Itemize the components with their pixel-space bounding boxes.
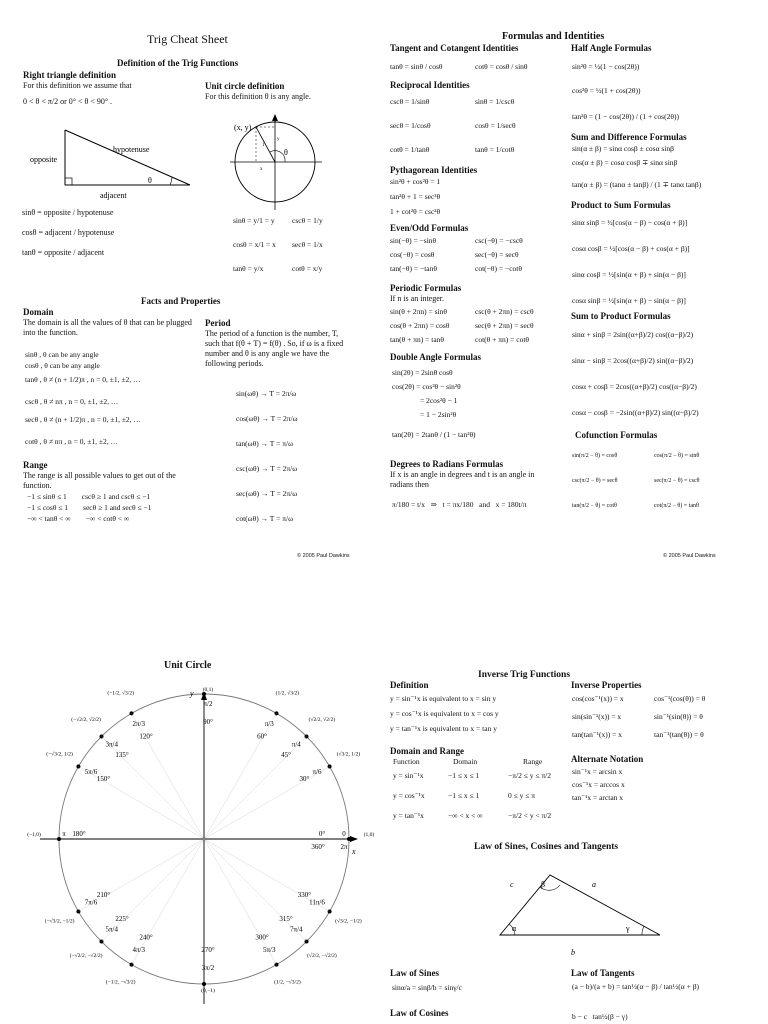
coordinate-label: (−1,0): [27, 832, 41, 838]
product-sum-heading: Product to Sum Formulas: [571, 200, 671, 210]
formula: tanθ = sinθ / cosθ: [390, 62, 443, 71]
degree-label: 210°: [96, 891, 111, 899]
table-cell: −1 ≤ x ≤ 1: [448, 771, 480, 780]
formula: cos(−θ) = cosθ: [390, 250, 435, 259]
formula: sec(θ + 2πn) = secθ: [475, 321, 534, 330]
formula: (a − b)/(a + b) = tan½(α − β) / tan½(α + β): [572, 982, 700, 991]
axis-label-y: y: [190, 689, 194, 698]
periodic-formulas: [390, 307, 534, 349]
unit-circle-ray: [204, 767, 330, 840]
unit-circle-point: [347, 837, 351, 841]
formula: sin²θ = ½(1 − cos(2θ)): [572, 62, 640, 71]
law-of-sines: sinα/a = sinβ/b = sinγ/c: [392, 983, 462, 992]
range-item: −1 ≤ sinθ ≤ 1 cscθ ≥ 1 and cscθ ≤ −1: [27, 492, 151, 501]
coordinate-label: (√2/2, −√2/2): [307, 952, 337, 959]
product-sum-formulas: [572, 218, 690, 316]
triangle-label-theta: θ: [148, 176, 152, 185]
unit-circle-text: For this definition θ is any angle.: [205, 92, 311, 101]
radian-label: π: [62, 830, 66, 838]
triangle-label-adjacent: adjacent: [100, 191, 127, 200]
uc-def-tan: tanθ = y/x: [233, 264, 264, 273]
unit-circle-heading: Unit circle definition: [205, 81, 285, 91]
formula: tan(θ + πn) = tanθ: [390, 335, 445, 344]
coordinate-label: (−√2/2, √2/2): [71, 717, 101, 724]
formula: tan(−θ) = −tanθ: [390, 264, 437, 273]
formula: tan(2θ) = 2tanθ / (1 − tan²θ): [392, 430, 476, 439]
domain-item: cscθ , θ ≠ nπ , n = 0, ±1, ±2, …: [25, 397, 119, 406]
coordinate-label: (0,1): [202, 687, 214, 693]
domain-range-table: [393, 757, 551, 831]
radian-label: π/6: [312, 767, 322, 776]
reciprocal-heading: Reciprocal Identities: [390, 80, 470, 90]
degree-label: 45°: [281, 750, 291, 759]
alternate-notation-heading: Alternate Notation: [571, 754, 644, 764]
triangle-label-opposite: opposite: [30, 155, 58, 164]
formula: sin⁻¹(sin(θ)) = θ: [654, 712, 703, 721]
coordinate-label: (1/2, √3/2): [275, 690, 300, 697]
range-item: −∞ < tanθ < ∞ −∞ < cotθ < ∞: [27, 514, 130, 523]
formula: cotθ = cosθ / sinθ: [475, 62, 528, 71]
domain-item: secθ , θ ≠ (n + 1/2)π , n = 0, ±1, ±2, …: [25, 415, 141, 424]
rt-def-sin: sinθ = opposite / hypotenuse: [22, 208, 114, 217]
formula: cot(−θ) = −cotθ: [475, 264, 522, 273]
pythagorean-heading: Pythagorean Identities: [390, 165, 478, 175]
formula: sinα cosβ = ½[sin(α + β) + sin(α − β)]: [572, 270, 686, 279]
deg-rad-formula: π/180 = t/x ⇒ t = πx/180 and x = 180t/π: [392, 500, 527, 509]
triangle-label-a: a: [592, 880, 596, 889]
domain-item: sinθ , θ can be any angle: [25, 350, 99, 359]
range-item: −1 ≤ cosθ ≤ 1 secθ ≥ 1 and secθ ≤ −1: [27, 503, 152, 512]
formula: sinα sinβ = ½[cos(α − β) − cos(α + β)]: [572, 218, 688, 227]
cofunction-heading: Cofunction Formulas: [575, 430, 658, 440]
degree-label: 330°: [297, 891, 312, 899]
formula: sin²θ + cos²θ = 1: [390, 177, 441, 186]
triangle-label-gamma: γ: [626, 924, 630, 933]
unit-circle-ray: [204, 736, 307, 839]
period-item: cos(ωθ) → T = 2π/ω: [236, 414, 298, 423]
coordinate-label: (√3/2, −1/2): [335, 918, 362, 925]
table-cell: 0 ≤ y ≤ π: [508, 791, 536, 800]
circle-label-theta: θ: [284, 148, 288, 157]
axis-label-x: x: [352, 847, 356, 856]
formula: sin(2θ) = 2sinθ cosθ: [392, 368, 453, 377]
radian-label: π/2: [203, 700, 213, 708]
domain-text: The domain is all the values of θ that can be plugged into the function.: [23, 318, 192, 337]
triangle-label-alpha: α: [512, 924, 517, 933]
right-triangle-figure: [20, 120, 200, 200]
coordinate-label: (0,−1): [201, 988, 215, 994]
period-item: sin(ωθ) → T = 2π/ω: [236, 389, 297, 398]
formula: tan(tan⁻¹(x)) = x: [572, 730, 623, 739]
formula: csc(−θ) = −cscθ: [475, 236, 523, 245]
inverse-properties-heading: Inverse Properties: [571, 680, 642, 690]
coordinate-label: (1/2, −√3/2): [274, 979, 301, 986]
inverse-properties: [572, 694, 705, 748]
range-text: The range is all possible values to get out of the function.: [23, 471, 176, 490]
unit-circle-recips: [292, 216, 323, 288]
degree-label: 90°: [203, 718, 213, 726]
period-item: sec(ωθ) → T = 2π/ω: [236, 489, 298, 498]
formula: sinθ = 1/cscθ: [475, 97, 515, 106]
half-angle-heading: Half Angle Formulas: [571, 43, 652, 53]
coordinate-label: (−1/2, −√3/2): [105, 979, 136, 986]
even-odd-formulas: [390, 236, 523, 278]
periodic-note: If n is an integer.: [390, 294, 444, 303]
formula: sec(π/2 − θ) = cscθ: [654, 478, 700, 484]
unit-circle-point: [57, 837, 61, 841]
formula: tan²θ = (1 − cos(2θ)) / (1 + cos(2θ)): [572, 112, 679, 121]
sum-product-formulas: [572, 330, 699, 428]
half-angle-formulas: [572, 62, 679, 136]
degree-label: 180°: [72, 830, 86, 838]
coordinate-label: (√2/2, √2/2): [308, 717, 336, 724]
period-item: tan(ωθ) → T = π/ω: [236, 439, 294, 448]
degree-label: 150°: [96, 775, 111, 783]
coordinate-label: (−√2/2, −√2/2): [69, 952, 103, 959]
period-list: [236, 389, 298, 539]
table-cell: −∞ < x < ∞: [448, 811, 483, 820]
formula: sin(−θ) = −sinθ: [390, 236, 437, 245]
radian-label: 2π/3: [132, 719, 145, 728]
domain-list: [25, 350, 141, 451]
formula: csc(π/2 − θ) = secθ: [572, 478, 618, 484]
right-triangle-heading: Right triangle definition: [23, 70, 117, 80]
coordinate-label: (√3/2, 1/2): [336, 751, 361, 758]
formula: sin(sin⁻¹(x)) = x: [572, 712, 622, 721]
radian-label: 3π/2: [201, 964, 215, 972]
radian-label: 7π/6: [84, 898, 98, 907]
definition-heading: Definition: [390, 680, 429, 690]
formula: cosα − cosβ = −2sin((α+β)/2) sin((α−β)/2): [572, 408, 699, 417]
radian-label: 0: [342, 830, 346, 838]
inverse-definitions: [390, 694, 499, 739]
formula: cosα + cosβ = 2cos((α+β)/2) cos((α−β)/2): [572, 382, 697, 391]
period-item: cot(ωθ) → T = π/ω: [236, 514, 294, 523]
formula: cot(π/2 − θ) = tanθ: [654, 503, 699, 509]
formula: sin(α ± β) = sinα cosβ ± cosα sinβ: [572, 144, 674, 153]
sum-product-heading: Sum to Product Formulas: [571, 311, 671, 321]
formula: b − c tan½(β − γ): [572, 1012, 628, 1021]
unit-circle-figure: [228, 110, 328, 220]
triangle-label-b: b: [571, 948, 575, 957]
right-triangle-text: For this definition we assume that: [23, 81, 132, 90]
formula: sin(θ + 2πn) = sinθ: [390, 307, 447, 316]
coordinate-label: (−√3/2, 1/2): [46, 751, 73, 758]
radian-label: π/3: [264, 719, 274, 728]
table-cell: y = sin⁻¹x: [393, 771, 424, 780]
formula: secθ = 1/cosθ: [390, 121, 431, 130]
formula: sec(−θ) = secθ: [475, 250, 519, 259]
degree-label: 300°: [255, 933, 269, 942]
radian-label: 5π/4: [105, 925, 118, 934]
unit-circle-diagram: [27, 684, 375, 1020]
page-title: Unit Circle: [164, 660, 212, 671]
domain-item: cosθ , θ can be any angle: [25, 361, 100, 370]
uc-def-cot: cotθ = x/y: [292, 264, 323, 273]
uc-def-sec: secθ = 1/x: [292, 240, 323, 249]
radian-label: 5π/6: [84, 767, 98, 776]
law-of-sines-heading: Law of Sines: [390, 968, 440, 978]
copyright: © 2005 Paul Dawkins: [297, 553, 350, 559]
column-header: Range: [523, 757, 543, 766]
formula: cos²θ = ½(1 + cos(2θ)): [572, 86, 641, 95]
formula: tan(α ± β) = (tanα ± tanβ) / (1 ∓ tanα tanβ): [572, 180, 702, 189]
formula: cscθ = 1/sinθ: [390, 97, 430, 106]
section-title-definition: Definition of the Trig Functions: [117, 58, 239, 68]
formula: cos(θ + 2πn) = cosθ: [390, 321, 450, 330]
formula: tanθ = 1/cotθ: [475, 145, 515, 154]
table-cell: y = cos⁻¹x: [393, 791, 425, 800]
formula: csc(θ + 2πn) = cscθ: [475, 307, 534, 316]
pythagorean-identities: [390, 177, 440, 222]
law-of-cosines-heading: Law of Cosines: [390, 1008, 449, 1018]
unit-circle-ray: [78, 839, 204, 912]
degree-label: 240°: [139, 933, 153, 942]
degree-label: 270°: [201, 946, 215, 954]
rt-def-cos: cosθ = adjacent / hypotenuse: [22, 228, 115, 237]
triangle-label-beta: β: [541, 880, 546, 889]
deg-rad-heading: Degrees to Radians Formulas: [390, 459, 504, 469]
formula: tan⁻¹x = arctan x: [572, 793, 624, 802]
range-list: [27, 492, 151, 525]
formula: cos⁻¹x = arccos x: [572, 780, 625, 789]
formula: cos⁻¹(cos(θ)) = θ: [654, 694, 706, 703]
degree-label: 360°: [311, 843, 325, 851]
formula: cosα cosβ = ½[cos(α − β) + cos(α + β)]: [572, 244, 690, 253]
formula: tan²θ + 1 = sec²θ: [390, 192, 441, 201]
period-item: csc(ωθ) → T = 2π/ω: [236, 464, 298, 473]
formula: sin(π/2 − θ) = cosθ: [572, 453, 618, 459]
domain-item: tanθ , θ ≠ (n + 1/2)π , n = 0, ±1, ±2, …: [25, 375, 141, 384]
reciprocal-identities: [390, 97, 516, 169]
formula: y = tan⁻¹x is equivalent to x = tan y: [390, 724, 497, 733]
formula: = 1 − 2sin²θ: [420, 410, 457, 419]
formula: sinα − sinβ = 2cos((α+β)/2) sin((α−β)/2): [572, 356, 694, 365]
formula: cosθ = 1/secθ: [475, 121, 516, 130]
table-cell: −π/2 < y < π/2: [508, 811, 552, 820]
tan-cot-identities: [390, 62, 528, 71]
period-heading: Period: [205, 318, 231, 328]
degree-label: 225°: [115, 915, 129, 924]
even-odd-heading: Even/Odd Formulas: [390, 223, 469, 233]
radian-label: 4π/3: [132, 946, 145, 955]
table-cell: −π/2 ≤ y ≤ π/2: [508, 771, 551, 780]
formula: tan(π/2 − θ) = cotθ: [572, 503, 617, 509]
page-title: Inverse Trig Functions: [478, 670, 571, 680]
law-of-tangents: [572, 982, 699, 1021]
radian-label: π/4: [291, 740, 301, 749]
domain-heading: Domain: [23, 307, 54, 317]
formula: y = sin⁻¹x is equivalent to x = sin y: [390, 694, 497, 703]
uc-def-cos: cosθ = x/1 = x: [233, 240, 276, 249]
formula: cosα sinβ = ½[sin(α + β) − sin(α − β)]: [572, 296, 686, 305]
coordinate-label: (−1/2, √3/2): [107, 690, 134, 697]
page-title: Formulas and Identities: [502, 31, 605, 42]
circle-label-one: 1: [262, 143, 265, 148]
cofunction-formulas: [572, 452, 700, 527]
page-title: Trig Cheat Sheet: [147, 32, 228, 46]
coordinate-label: (1,0): [363, 832, 375, 838]
formula: cotθ = 1/tanθ: [390, 145, 430, 154]
formula: cos(α ± β) = cosα cosβ ∓ sinα sinβ: [572, 158, 678, 167]
formula: y = cos⁻¹x is equivalent to x = cos y: [390, 709, 499, 718]
double-angle-heading: Double Angle Formulas: [390, 352, 482, 362]
table-cell: −1 ≤ x ≤ 1: [448, 791, 480, 800]
formula: sin⁻¹x = arcsin x: [572, 767, 623, 776]
formula: cos(cos⁻¹(x)) = x: [572, 694, 624, 703]
circle-label-x: x: [260, 167, 263, 172]
copyright: © 2005 Paul Dawkins: [663, 553, 716, 559]
double-angle-formulas: [392, 368, 476, 444]
deg-rad-text: If x is an angle in degrees and t is an angle in radians then: [390, 470, 535, 489]
radian-label: 2π: [340, 843, 348, 851]
sum-diff-formulas: [572, 144, 701, 194]
formula: 1 + cot²θ = csc²θ: [390, 207, 441, 216]
laws-title: Law of Sines, Cosines and Tangents: [474, 842, 619, 852]
law-triangle-figure: [495, 865, 670, 960]
alternate-notation: [572, 767, 625, 806]
uc-def-sin: sinθ = y/1 = y: [233, 216, 275, 225]
tan-cot-heading: Tangent and Cotangent Identities: [390, 43, 519, 53]
section-title-facts: Facts and Properties: [141, 296, 221, 306]
rt-def-tan: tanθ = opposite / adjacent: [22, 248, 105, 257]
range-heading: Range: [23, 460, 48, 470]
degree-label: 120°: [139, 732, 153, 741]
formula: sinα + sinβ = 2sin((α+β)/2) cos((α−β)/2): [572, 330, 694, 339]
formula: cos(π/2 − θ) = sinθ: [654, 453, 700, 459]
column-header: Function: [393, 757, 420, 766]
circle-label-xy: (x, y): [234, 123, 252, 132]
radian-label: 5π/3: [263, 946, 276, 955]
law-of-tangents-heading: Law of Tangents: [571, 968, 635, 978]
column-header: Domain: [453, 757, 478, 766]
degree-label: 30°: [299, 775, 310, 783]
uc-def-csc: cscθ = 1/y: [292, 216, 323, 225]
domain-range-heading: Domain and Range: [390, 746, 465, 756]
degree-label: 60°: [257, 732, 267, 741]
formula: cot(θ + πn) = cotθ: [475, 335, 530, 344]
unit-circle-defs: [233, 216, 276, 288]
coordinate-label: (−√3/2, −1/2): [44, 918, 75, 925]
periodic-heading: Periodic Formulas: [390, 283, 462, 293]
degree-label: 135°: [115, 750, 129, 759]
unit-circle-point: [202, 982, 206, 986]
radian-label: 3π/4: [105, 740, 118, 749]
circle-label-y: y: [277, 137, 280, 142]
formula: tan⁻¹(tan(θ)) = θ: [654, 730, 704, 739]
domain-item: cotθ , θ ≠ nπ , n = 0, ±1, ±2, …: [25, 437, 118, 446]
right-triangle-range: 0 < θ < π/2 or 0° < θ < 90° .: [23, 97, 113, 106]
radian-label: 7π/4: [290, 925, 303, 934]
formula: cos(2θ) = cos²θ − sin²θ: [392, 382, 461, 391]
sum-diff-heading: Sum and Difference Formulas: [571, 132, 687, 142]
degree-label: 0°: [318, 830, 326, 838]
radian-label: 11π/6: [309, 898, 325, 907]
table-cell: y = tan⁻¹x: [393, 811, 424, 820]
formula: = 2cos²θ − 1: [420, 396, 458, 405]
degree-label: 315°: [279, 915, 293, 924]
triangle-label-c: c: [510, 880, 514, 889]
triangle-label-hypotenuse: hypotenuse: [113, 145, 150, 154]
right-triangle-defs: [22, 208, 114, 268]
period-text: The period of a function is the number, T, such that f(θ + T) = f(θ) . So, if ω is a fixed number and θ is any angle we have the following periods.: [205, 329, 344, 368]
